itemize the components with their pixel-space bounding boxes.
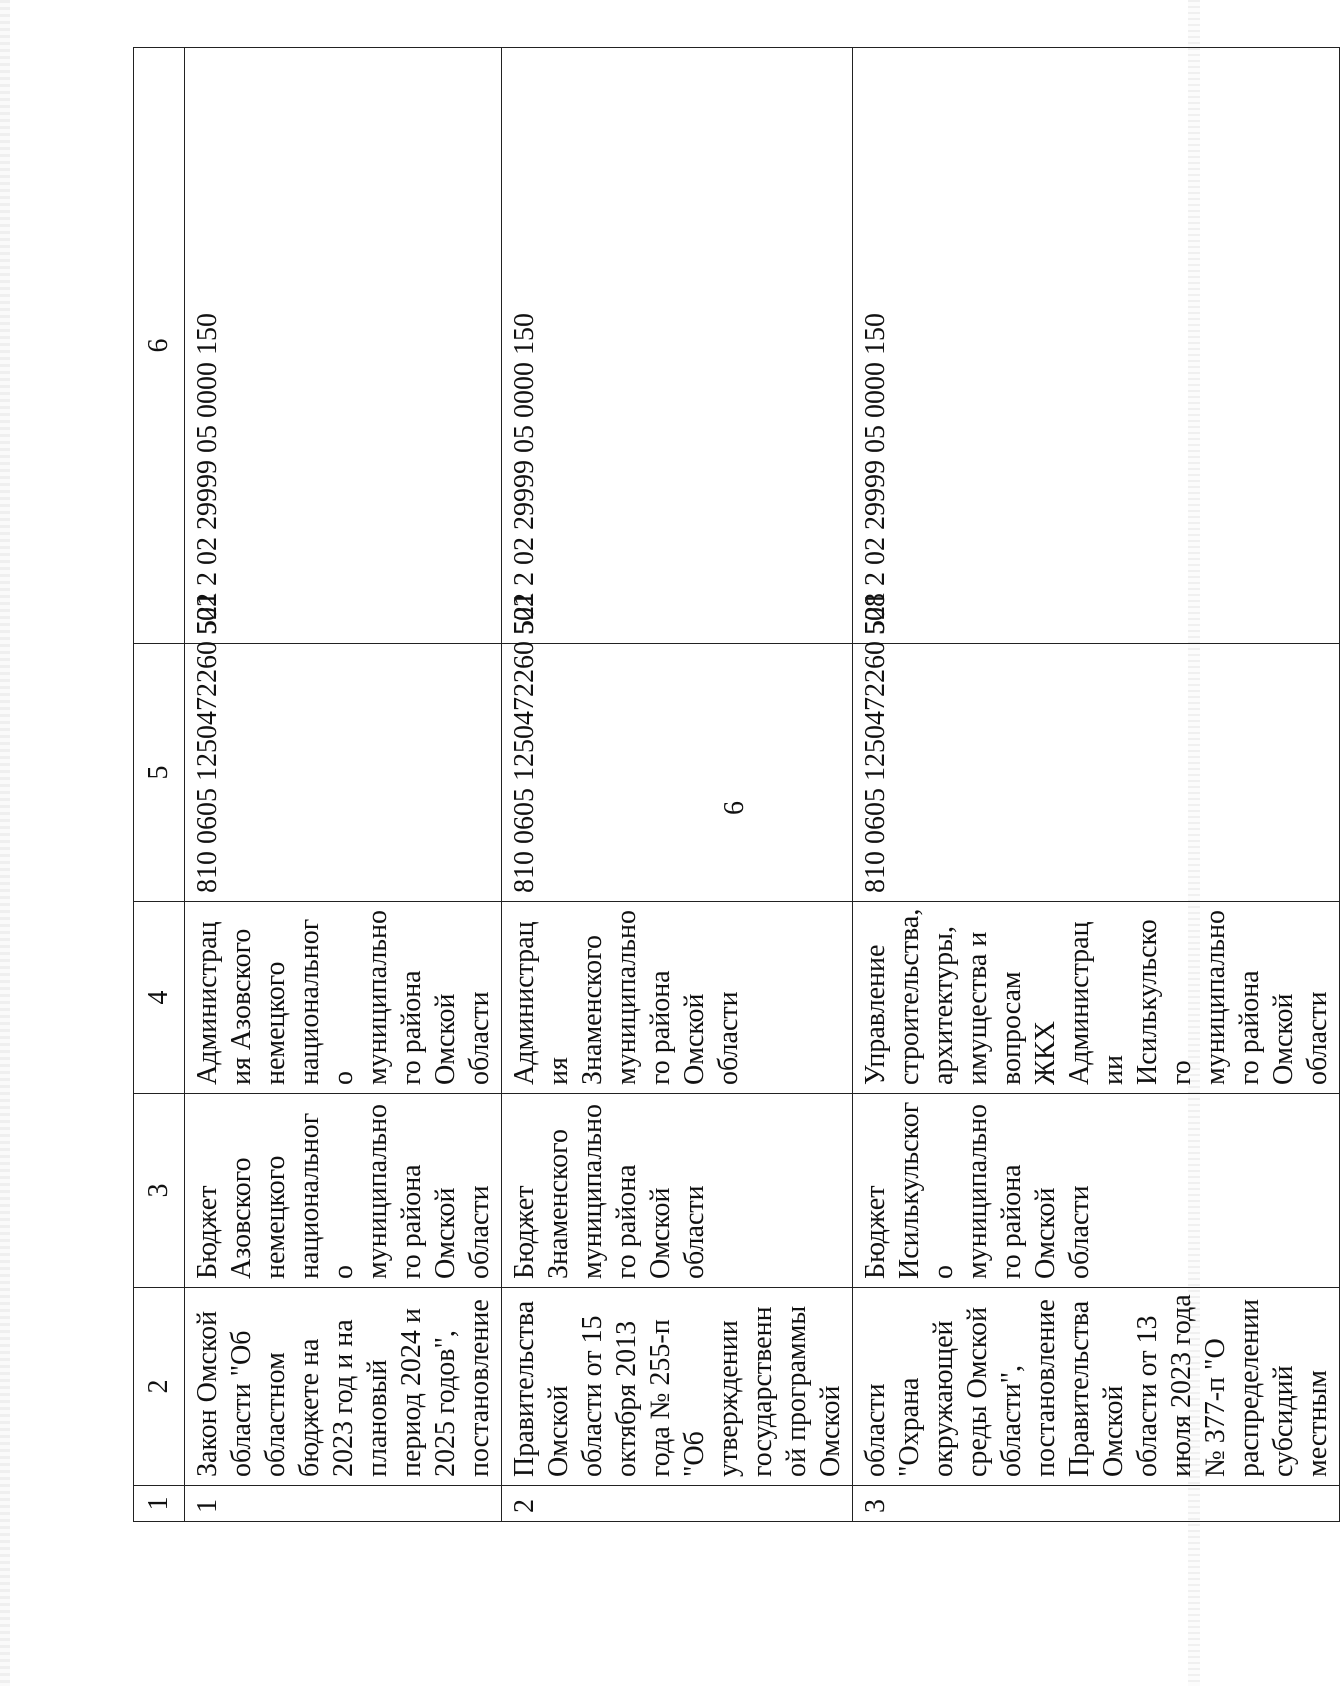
table-row [185, 48, 502, 1522]
table-container [133, 48, 1333, 1522]
row-number: 1 [185, 1486, 502, 1522]
expense-code-cell: 810 0605 1250472260 521 [502, 644, 853, 902]
table-row [853, 48, 1340, 1522]
header-cell-5: 5 [134, 644, 185, 902]
administrator-cell: Администрация Азовского немецкого национального муниципального района Омской области [185, 902, 502, 1094]
header-cell-2: 2 [134, 1288, 185, 1486]
row-number: 3 [853, 1486, 1340, 1522]
administrator-cell: Администрация Знаменского муниципального района Омской области [502, 902, 853, 1094]
scan-edge-left [0, 0, 10, 1686]
row-number: 2 [502, 1486, 853, 1522]
budget-cell: Бюджет Исилькульского муниципального района Омской области [853, 1094, 1340, 1288]
header-row [134, 48, 185, 1522]
income-code-cell: 508 2 02 29999 05 0000 150 [853, 48, 1340, 644]
header-cell-3: 3 [134, 1094, 185, 1288]
subsidy-table [133, 47, 1340, 1522]
income-code-cell: 502 2 02 29999 05 0000 150 [502, 48, 853, 644]
expense-code-cell: 810 0605 1250472260 521 [853, 644, 1340, 902]
expense-code-cell: 810 0605 1250472260 521 [185, 644, 502, 902]
income-code-cell: 502 2 02 29999 05 0000 150 [185, 48, 502, 644]
header-cell-4: 4 [134, 902, 185, 1094]
header-cell-1: 1 [134, 1486, 185, 1522]
legal-basis-cell: Закон Омской области "Об областном бюджете на 2023 год и на плановый период 2024 и 2025 годов", постановление [185, 1288, 502, 1486]
administrator-cell: Управление строительства, архитектуры, имущества и вопросам ЖКХ Администрации Исилькульского муниципального района Омской области [853, 902, 1340, 1094]
budget-cell: Бюджет Знаменского муниципального района Омской области [502, 1094, 853, 1288]
header-cell-6: 6 [134, 48, 185, 644]
table-row [502, 48, 853, 1522]
budget-cell: Бюджет Азовского немецкого национального муниципального района Омской области [185, 1094, 502, 1288]
legal-basis-cell: области "Охрана окружающей среды Омской области", постановление Правительства Омской области от 13 июля 2023 года № 377-п "О распределении субсидий местным [853, 1288, 1340, 1486]
rotated-table-frame [133, 48, 1333, 1522]
page-number: 6 [719, 801, 750, 815]
legal-basis-cell: Правительства Омской области от 15 октября 2013 года № 255-п "Об утверждении государственной программы Омской [502, 1288, 853, 1486]
